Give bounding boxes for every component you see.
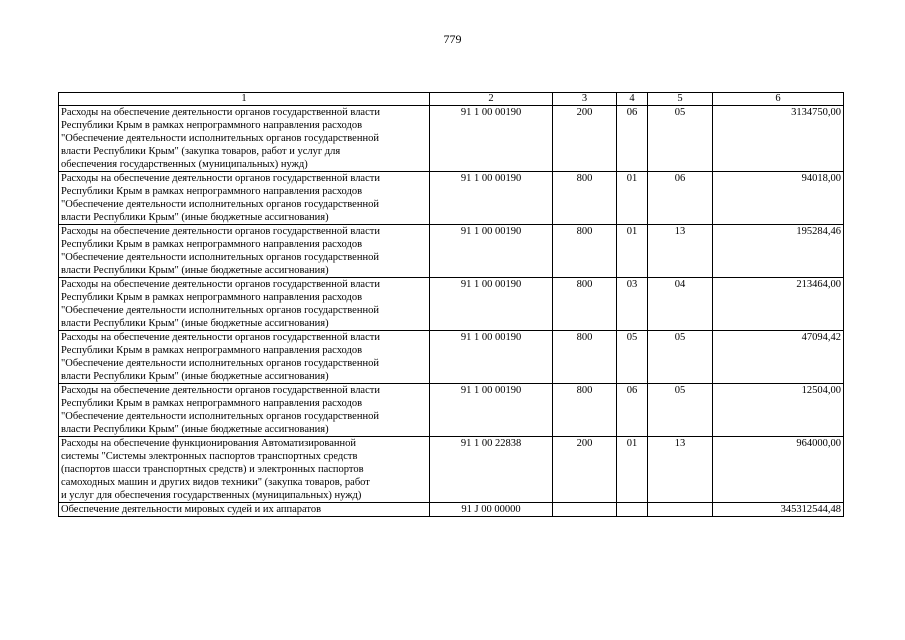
- column-header-2: 2: [430, 93, 553, 106]
- row-amount: 12504,00: [713, 384, 844, 437]
- column-header-5: 5: [648, 93, 713, 106]
- row-section: [617, 503, 648, 517]
- row-subsection: 06: [648, 172, 713, 225]
- row-amount: 3134750,00: [713, 106, 844, 172]
- column-header-3: 3: [553, 93, 617, 106]
- page-number: 779: [443, 32, 462, 46]
- row-section: 01: [617, 172, 648, 225]
- row-description: Расходы на обеспечение деятельности органов государственной власти Республики Крым в рамках непрограммного направления расходов "Обеспечение деятельности исполнительных органов государственной власти Республики Крым" (иные бюджетные ассигнования): [59, 225, 430, 278]
- header-row: [59, 93, 844, 106]
- table-row: [59, 437, 844, 503]
- budget-table: [58, 92, 844, 517]
- row-target-code: 91 1 00 00190: [430, 331, 553, 384]
- row-subsection: 05: [648, 106, 713, 172]
- table-row: [59, 384, 844, 437]
- row-expense-type: 200: [553, 106, 617, 172]
- row-subsection: [648, 503, 713, 517]
- row-target-code: 91 1 00 00190: [430, 225, 553, 278]
- row-description: Обеспечение деятельности мировых судей и их аппаратов: [59, 503, 430, 517]
- row-target-code: 91 J 00 00000: [430, 503, 553, 517]
- table-row: [59, 278, 844, 331]
- row-section: 03: [617, 278, 648, 331]
- column-header-4: 4: [617, 93, 648, 106]
- row-expense-type: 800: [553, 172, 617, 225]
- row-amount: 213464,00: [713, 278, 844, 331]
- table-row: [59, 172, 844, 225]
- row-section: 05: [617, 331, 648, 384]
- row-amount: 47094,42: [713, 331, 844, 384]
- row-section: 01: [617, 225, 648, 278]
- column-header-6: 6: [713, 93, 844, 106]
- row-amount: 964000,00: [713, 437, 844, 503]
- row-section: 01: [617, 437, 648, 503]
- row-section: 06: [617, 384, 648, 437]
- table-row: [59, 331, 844, 384]
- row-expense-type: 800: [553, 384, 617, 437]
- column-header-1: 1: [59, 93, 430, 106]
- row-target-code: 91 1 00 00190: [430, 278, 553, 331]
- row-amount: 94018,00: [713, 172, 844, 225]
- row-description: Расходы на обеспечение функционирования Автоматизированной системы "Системы электронных паспортов транспортных средств (паспортов шасси транспортных средств) и электронных паспортов самоходных машин и других видов техники" (закупка товаров, работ и услуг для обеспечения государственных (муниципальных) нужд): [59, 437, 430, 503]
- row-section: 06: [617, 106, 648, 172]
- table-row: [59, 225, 844, 278]
- row-subsection: 05: [648, 331, 713, 384]
- row-subsection: 04: [648, 278, 713, 331]
- row-description: Расходы на обеспечение деятельности органов государственной власти Республики Крым в рамках непрограммного направления расходов "Обеспечение деятельности исполнительных органов государственной власти Республики Крым" (иные бюджетные ассигнования): [59, 278, 430, 331]
- row-amount: 195284,46: [713, 225, 844, 278]
- row-target-code: 91 1 00 22838: [430, 437, 553, 503]
- row-subsection: 05: [648, 384, 713, 437]
- row-target-code: 91 1 00 00190: [430, 384, 553, 437]
- row-expense-type: 800: [553, 331, 617, 384]
- row-description: Расходы на обеспечение деятельности органов государственной власти Республики Крым в рамках непрограммного направления расходов "Обеспечение деятельности исполнительных органов государственной власти Республики Крым" (иные бюджетные ассигнования): [59, 172, 430, 225]
- row-subsection: 13: [648, 437, 713, 503]
- row-target-code: 91 1 00 00190: [430, 106, 553, 172]
- row-expense-type: 200: [553, 437, 617, 503]
- row-description: Расходы на обеспечение деятельности органов государственной власти Республики Крым в рамках непрограммного направления расходов "Обеспечение деятельности исполнительных органов государственной власти Республики Крым" (иные бюджетные ассигнования): [59, 384, 430, 437]
- row-expense-type: 800: [553, 225, 617, 278]
- table-row: [59, 106, 844, 172]
- row-expense-type: [553, 503, 617, 517]
- row-description: Расходы на обеспечение деятельности органов государственной власти Республики Крым в рамках непрограммного направления расходов "Обеспечение деятельности исполнительных органов государственной власти Республики Крым" (закупка товаров, работ и услуг для обеспечения государственных (муниципальных) нужд): [59, 106, 430, 172]
- row-amount: 345312544,48: [713, 503, 844, 517]
- row-subsection: 13: [648, 225, 713, 278]
- row-description: Расходы на обеспечение деятельности органов государственной власти Республики Крым в рамках непрограммного направления расходов "Обеспечение деятельности исполнительных органов государственной власти Республики Крым" (иные бюджетные ассигнования): [59, 331, 430, 384]
- row-target-code: 91 1 00 00190: [430, 172, 553, 225]
- table-row: [59, 503, 844, 517]
- row-expense-type: 800: [553, 278, 617, 331]
